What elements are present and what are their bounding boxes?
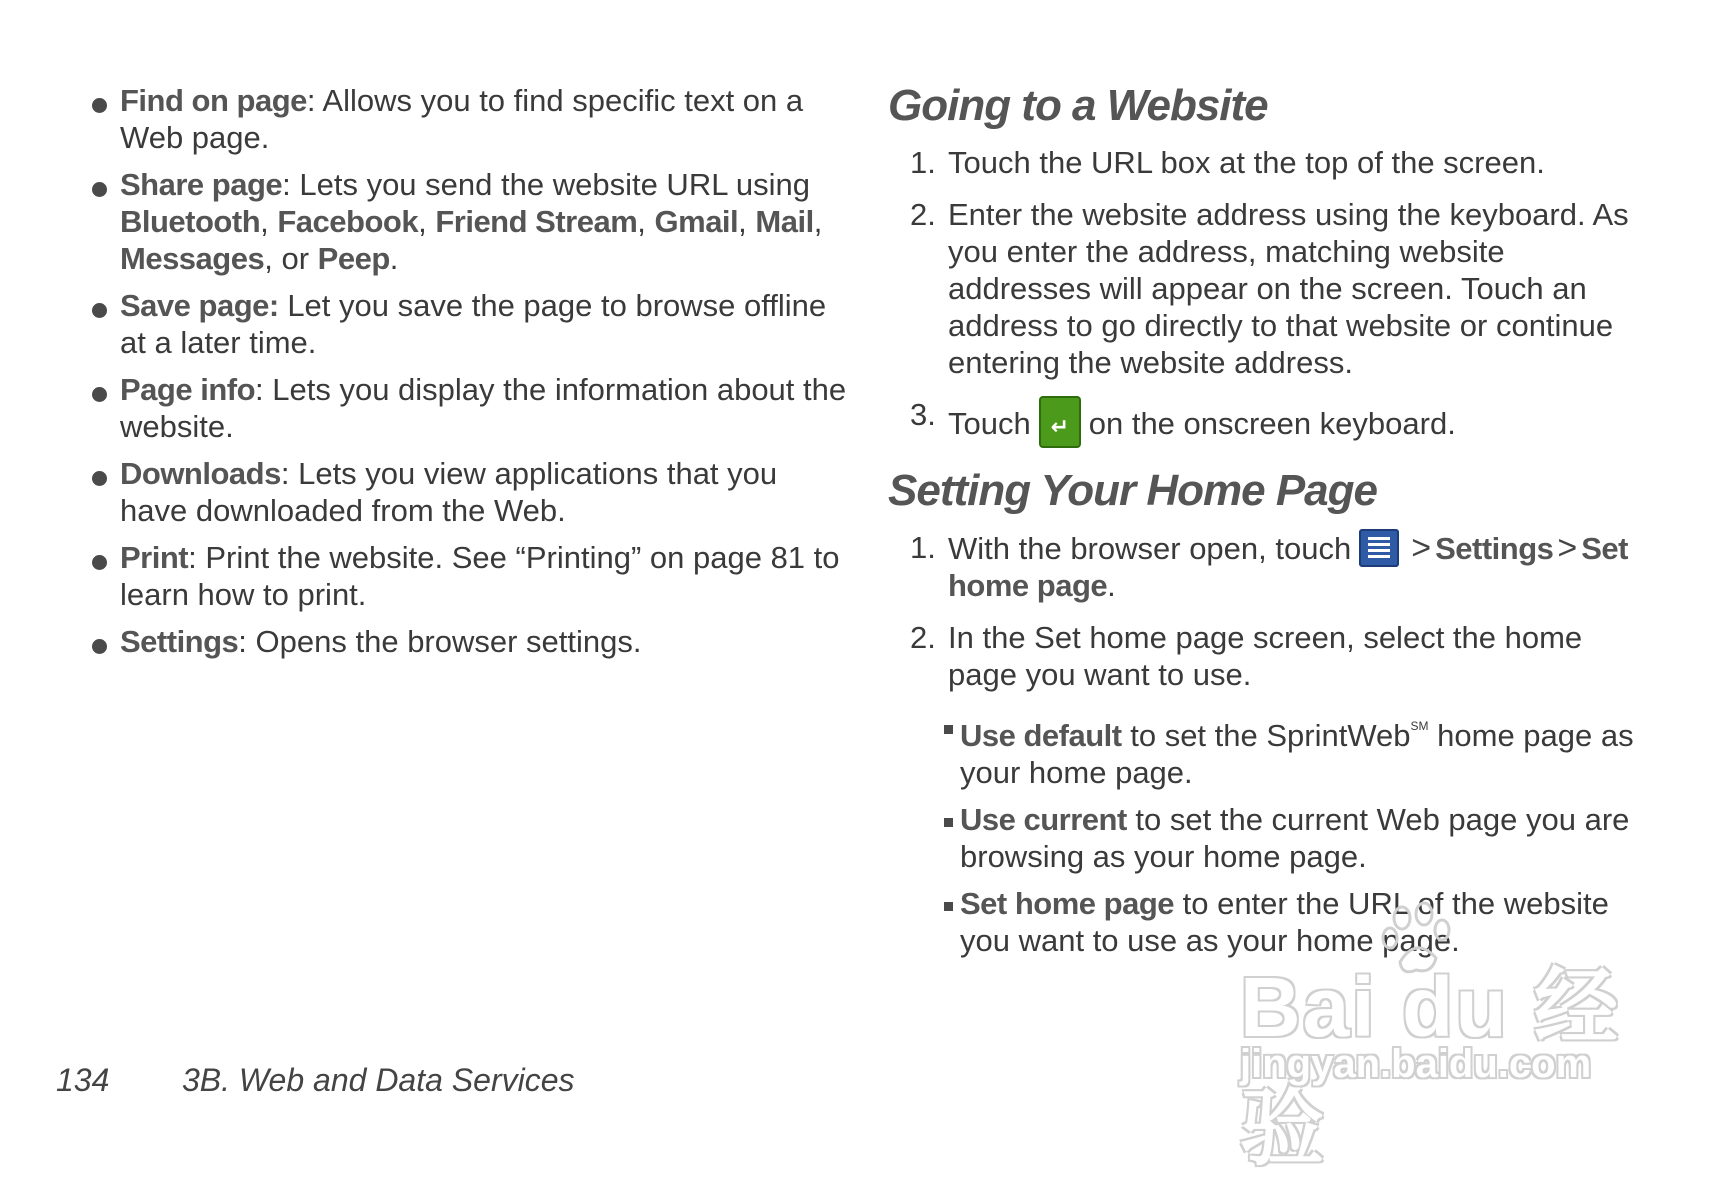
section-heading-going-to-website: Going to a Website	[888, 81, 1268, 130]
bullet-icon	[92, 387, 107, 402]
option-term: Set home page	[960, 886, 1174, 921]
separator: :	[280, 456, 290, 491]
step-item	[888, 396, 1648, 448]
watermark-url: jingyan.baidu.com	[1240, 1042, 1592, 1086]
menu-icon	[1359, 529, 1399, 567]
option-text: to set the SprintWeb	[1121, 718, 1411, 753]
step-text: In the Set home page screen, select the home page you want to use.	[948, 620, 1583, 692]
app-name: Bluetooth	[120, 204, 261, 239]
menu-description: Opens the browser settings.	[246, 624, 642, 659]
enter-key-icon: ↵	[1039, 396, 1081, 448]
menu-description: Lets you view applications that you have downloaded from the Web.	[120, 456, 778, 528]
page-number: 134	[56, 1062, 110, 1098]
menu-description: Let you save the page to browse offline at a later time.	[120, 288, 827, 360]
watermark-logo-text: Bai du 经验	[1240, 960, 1621, 1175]
square-bullet-icon	[944, 725, 953, 734]
menu-term: Downloads	[120, 456, 281, 491]
baidu-watermark	[1240, 940, 1660, 1175]
conjunction: or	[281, 241, 310, 276]
list-item	[92, 82, 852, 156]
step-item	[888, 529, 1648, 604]
step-text: Touch	[948, 406, 1031, 441]
option-item	[888, 801, 1648, 875]
bullet-icon	[92, 98, 107, 113]
menu-term: Share page	[120, 167, 283, 202]
step-text: With the browser open, touch	[948, 531, 1352, 566]
app-name: Facebook	[277, 204, 419, 239]
period: .	[1107, 568, 1116, 603]
list-item	[92, 287, 852, 361]
option-item	[888, 708, 1648, 791]
step-number: 1.	[910, 145, 936, 180]
option-text: home page as your home page.	[960, 718, 1634, 790]
browser-menu-list	[92, 82, 852, 670]
app-name: Messages	[120, 241, 265, 276]
separator: :	[238, 624, 247, 659]
menu-term: Page info	[120, 372, 256, 407]
instructions-column	[888, 78, 1648, 969]
app-name: Gmail	[654, 204, 739, 239]
option-text: to enter the URL of the website you want to use as your home page.	[960, 886, 1609, 958]
option-term: Use current	[960, 802, 1127, 837]
chapter-title: 3B. Web and Data Services	[182, 1062, 575, 1098]
list-item	[92, 539, 852, 613]
step-text: Enter the website address using the keyboard. As you enter the address, matching website addresses will appear on the screen. Touch an address to go directly to that website or continue entering the website address.	[948, 197, 1629, 380]
bullet-icon	[92, 639, 107, 654]
step-item	[888, 619, 1648, 693]
app-name: Friend Stream	[435, 204, 638, 239]
bullet-icon	[92, 182, 107, 197]
separator: :	[306, 83, 316, 118]
bullet-icon	[92, 471, 107, 486]
bullet-icon	[92, 303, 107, 318]
step-number: 2.	[910, 620, 936, 655]
menu-description: Lets you send the website URL using	[290, 167, 811, 202]
list-item	[92, 623, 852, 660]
menu-description: Allows you to find specific text on a Web page.	[120, 83, 804, 155]
app-name: Peep	[317, 241, 390, 276]
step-number: 1.	[910, 530, 936, 565]
arrow-separator: >	[1557, 529, 1578, 567]
separator: :	[282, 167, 291, 202]
step-item	[888, 196, 1648, 381]
bullet-icon	[92, 555, 107, 570]
menu-term: Find on page	[120, 83, 307, 118]
step-text: on the onscreen keyboard.	[1088, 406, 1456, 441]
option-term: Use default	[960, 718, 1122, 753]
step-number: 2.	[910, 197, 936, 232]
separator: :	[255, 372, 264, 407]
service-mark: SM	[1410, 719, 1429, 733]
option-text: to set the current Web page you are browsing as your home page.	[960, 802, 1630, 874]
step-item	[888, 144, 1648, 181]
section-heading-home-page: Setting Your Home Page	[888, 466, 1377, 515]
separator: :	[188, 540, 197, 575]
arrow-separator: >	[1411, 529, 1432, 567]
menu-description: Print the website. See “Printing” on page 81 to learn how to print.	[120, 540, 840, 612]
square-bullet-icon	[944, 818, 953, 827]
settings-label: Settings	[1435, 531, 1554, 566]
list-item	[92, 455, 852, 529]
square-bullet-icon	[944, 902, 953, 911]
set-home-page-label: Set home page	[948, 531, 1628, 603]
list-item	[92, 371, 852, 445]
app-name: Mail	[755, 204, 814, 239]
menu-description: Lets you display the information about the website.	[120, 372, 847, 444]
menu-term: Print	[120, 540, 189, 575]
step-number: 3.	[910, 397, 936, 432]
menu-term: Settings	[120, 624, 239, 659]
step-text: Touch the URL box at the top of the screen.	[948, 145, 1545, 180]
list-item: Share page: Lets you send the website URL using Bluetooth, Facebook, Friend Stream, Gmail, Mail, Messages, or Peep.	[92, 166, 852, 277]
menu-term: Save page:	[120, 288, 279, 323]
